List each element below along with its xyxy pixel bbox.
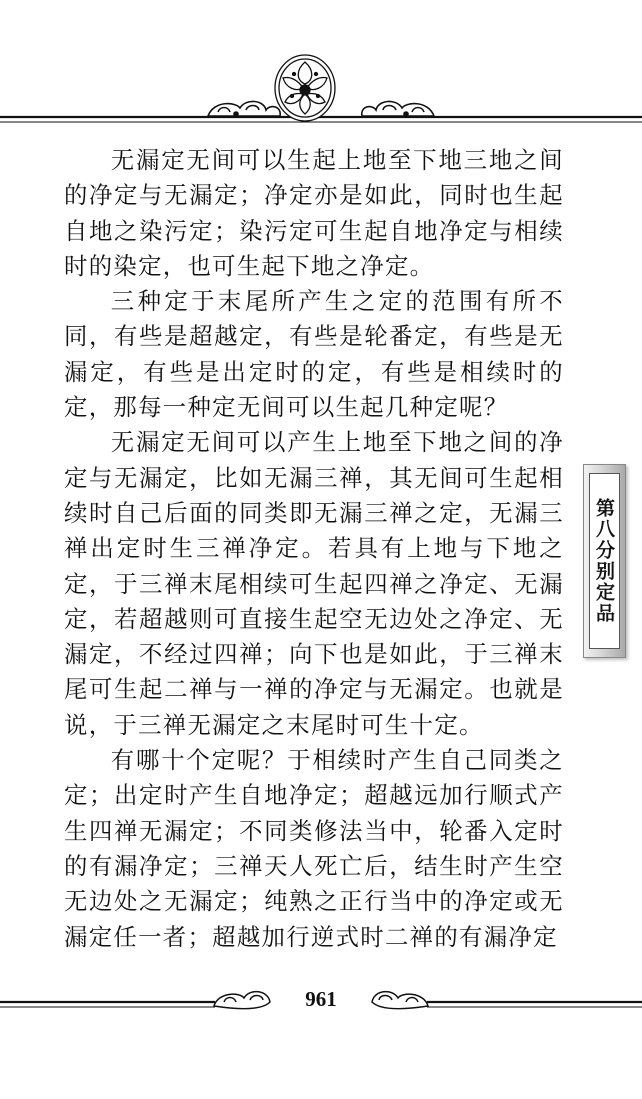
paragraph: 有哪十个定呢？于相续时产生自己同类之定；出定时产生自地净定；超越远加行顺式产生四禅无漏定；不同类修法当中，轮番入定时的有漏净定；三禅天人死亡后，结生时产生空无边处之无漏定；纯熟之正行当中的净定或无漏定任一者；超越加行逆式时二禅的有漏净定: [64, 746, 564, 951]
chapter-side-tab: [583, 464, 626, 658]
chapter-side-tab-frame: [589, 473, 620, 649]
header-rule: [0, 50, 642, 135]
cloud-scroll-left-icon: [208, 101, 280, 116]
paragraph: 无漏定无间可以产生上地至下地之间的净定与无漏定，比如无漏三禅，其无间可生起相续时自己后面的同类即无漏三禅之定，无漏三禅出定时生三禅净定。若具有上地与下地之定，于三禅末尾相续可生起四禅之净定、无漏定，若超越则可直接生起空无边处之净定、无漏定，不经过四禅；向下也是如此，于三禅末尾可生起二禅与一禅的净定与无漏定。也就是说，于三禅无漏定之末尾时可生十定。: [64, 428, 564, 739]
lotus-flower-icon: [275, 55, 335, 121]
page-body: [64, 143, 564, 955]
page-number: 961: [305, 987, 337, 1011]
paragraph: 三种定于末尾所产生之定的范围有所不同，有些是超越定，有些是轮番定，有些是无漏定，有些是出定时的定，有些是相续时的定，那每一种定无间可以生起几种定呢？: [64, 287, 564, 422]
cloud-scroll-right-icon: [362, 101, 434, 116]
chapter-side-tab-label: 第八分别定品: [593, 498, 615, 624]
paragraph: 无漏定无间可以生起上地至下地三地之间的净定与无漏定；净定亦是如此，同时也生起自地之染污定；染污定可生起自地净定与相续时的染定，也可生起下地之净定。: [64, 146, 564, 280]
header-ornament: [0, 50, 642, 135]
